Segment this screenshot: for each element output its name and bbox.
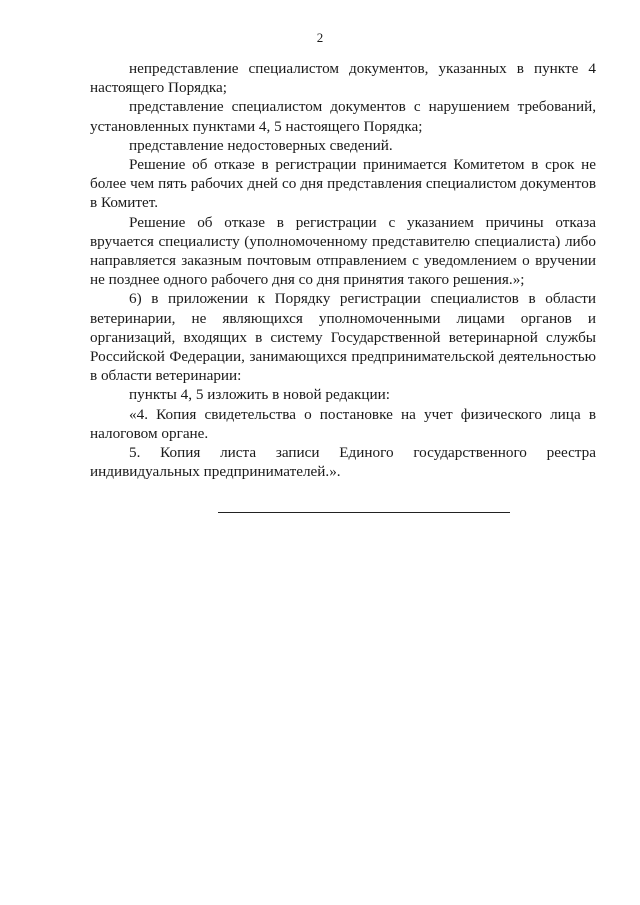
paragraph-1: непредставление специалистом документов, указанных в пункте 4 настоящего Порядка;	[90, 60, 596, 97]
paragraph-4: Решение об отказе в регистрации принимается Комитетом в срок не более чем пять рабочих дней со дня представления специалистом документов в Комитет.	[90, 156, 596, 212]
body-text	[90, 59, 596, 481]
paragraph-9: 5. Копия листа записи Единого государственного реестра индивидуальных предпринимателей.».	[90, 444, 596, 481]
paragraph-5: Решение об отказе в регистрации с указанием причины отказа вручается специалисту (уполномоченному представителю специалиста) либо направляется заказным почтовым отправлением с уведомлением о вручении не позднее одного рабочего дня со дня принятия такого решения.»;	[90, 213, 596, 289]
paragraph-2: представление специалистом документов с нарушением требований, установленных пунктами 4, 5 настоящего Порядка;	[90, 98, 596, 135]
paragraph-6: 6) в приложении к Порядку регистрации специалистов в области ветеринарии, не являющихся уполномоченными лицами органов и организаций, входящих в систему Государственной ветеринарной службы Российской Федерации, занимающихся предпринимательской деятельностью в области ветеринарии:	[90, 290, 596, 385]
paragraph-3: представление недостоверных сведений.	[129, 136, 393, 154]
closing-rule	[218, 512, 510, 513]
paragraph-7: пункты 4, 5 изложить в новой редакции:	[129, 386, 391, 404]
paragraph-8: «4. Копия свидетельства о постановке на учет физического лица в налоговом органе.	[90, 405, 596, 442]
page-number: 2	[316, 30, 324, 45]
